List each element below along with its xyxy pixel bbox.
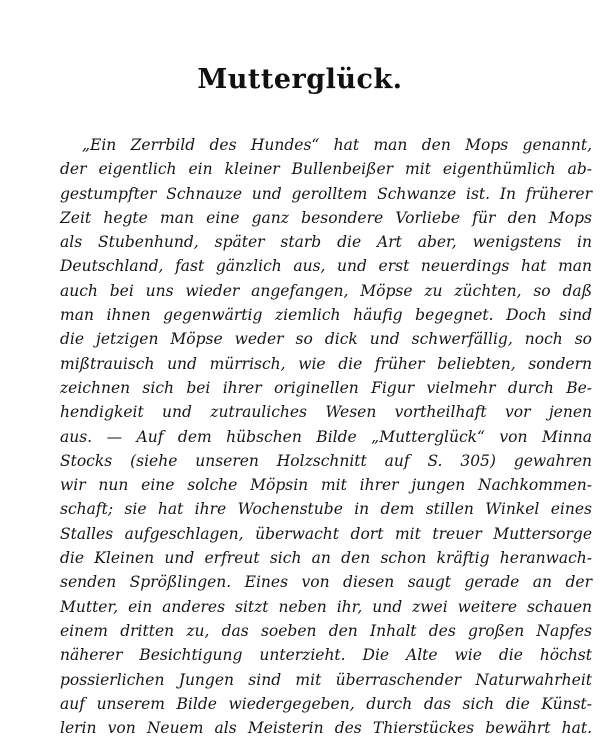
text-line: Stocks (siehe unseren Holzschnitt auf S. 305) gewahren [60,451,592,470]
text-line: schaft; sie hat ihre Wochenstube in dem stillen Winkel eines [60,500,592,519]
article-body [60,133,592,740]
text-line: näherer Besichtigung unterzieht. Die Alte wie die höchst [60,646,592,665]
text-line: zeichnen sich bei ihrer originellen Figur vielmehr durch Be- [60,378,592,397]
text-line: Mutter, ein anderes sitzt neben ihr, und zwei weitere schauen [60,597,592,616]
text-line: die jetzigen Möpse weder so dick und schwerfällig, noch so [60,330,592,349]
text-line: der eigentlich ein kleiner Bullenbeißer mit eigenthümlich ab- [60,160,592,179]
text-line: Zeit hegte man eine ganz besondere Vorliebe für den Mops [60,208,592,227]
text-line: Stalles aufgeschlagen, überwacht dort mit treuer Muttersorge [60,524,592,543]
text-line: hendigkeit und zutrauliches Wesen vortheilhaft vor jenen [60,403,592,422]
text-line: einem dritten zu, das soeben den Inhalt des großen Napfes [60,621,592,640]
text-line: auf unserem Bilde wiedergegeben, durch das sich die Künst- [60,694,592,713]
text-line: wir nun eine solche Möpsin mit ihrer jungen Nachkommen- [60,476,592,495]
text-line: Deutschland, fast gänzlich aus, und erst neuerdings hat man [60,257,592,276]
text-line: als Stubenhund, später starb die Art aber, wenigstens in [60,233,592,252]
text-line: aus. — Auf dem hübschen Bilde „Mutterglück“ von Minna [60,427,592,446]
text-line: gestumpfter Schnauze und gerolltem Schwanze ist. In früherer [60,184,592,203]
text-line: lerin von Neuem als Meisterin des Thierstückes bewährt hat. [60,719,592,738]
text-line: auch bei uns wieder angefangen, Möpse zu züchten, so daß [60,281,592,300]
text-line: mißtrauisch und mürrisch, wie die früher beliebten, sondern [60,354,592,373]
text-line: die Kleinen und erfreut sich an den schon kräftig heranwach- [60,549,592,568]
text-line: senden Sprößlingen. Eines von diesen saugt gerade an der [60,573,592,592]
text-line: man ihnen gegenwärtig ziemlich häufig begegnet. Doch sind [60,306,592,325]
text-line: „Ein Zerrbild des Hundes“ hat man den Mops genannt, [82,136,592,154]
article-title: Mutterglück. [197,64,403,95]
text-line: possierlichen Jungen sind mit überraschender Naturwahrheit [60,670,592,689]
